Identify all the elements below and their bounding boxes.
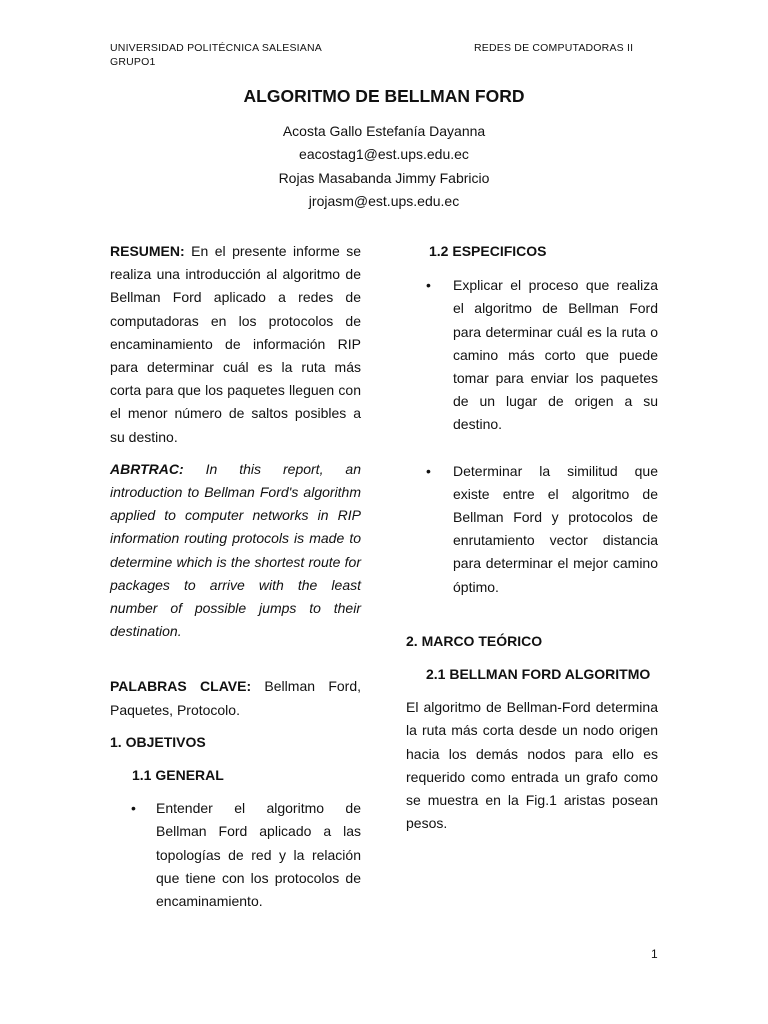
author-name-2: Rojas Masabanda Jimmy Fabricio: [278, 170, 490, 186]
resumen-paragraph: [110, 240, 361, 449]
author-email-2: jrojasm@est.ups.edu.ec: [308, 193, 460, 209]
resumen-text: En el presente informe se realiza una introducción al algoritmo de Bellman Ford aplicado a redes de computadoras en los protocolos de encaminamiento de información RIP para determinar cuál es la ruta más corta para que los paquetes lleguen con el menor número de saltos posibles a su destino.: [110, 243, 361, 445]
author-email-1: eacostag1@est.ups.edu.ec: [299, 146, 469, 162]
resumen-label: RESUMEN:: [110, 243, 185, 259]
paper-title: ALGORITMO DE BELLMAN FORD: [243, 86, 525, 106]
keywords-text: Bellman Ford, Paquetes, Protocolo.: [110, 678, 361, 718]
header-course: REDES DE COMPUTADORAS II: [474, 42, 634, 54]
especificos-heading: 1.2 ESPECIFICOS: [429, 243, 547, 259]
header-institution: UNIVERSIDAD POLITÉCNICA SALESIANA: [110, 42, 322, 54]
left-column: [110, 240, 361, 913]
abstract-label: ABRTRAC:: [110, 460, 184, 477]
abstract-text: In this report, an introduction to Bellman Ford's algorithm applied to computer networks in RIP information routing protocols is made to determine which is the shortest route for packages to arrive with the least number of possible jumps to their destination.: [110, 460, 361, 640]
abstract-paragraph: [110, 458, 361, 644]
especificos-item: • Explicar el proceso que realiza el algoritmo de Bellman Ford para determinar cuál es la ruta o camino más corto que puede tomar para enviar los paquetes de un lugar de origen a su destino.: [406, 274, 658, 436]
keywords-label: PALABRAS CLAVE:: [110, 678, 252, 695]
general-item: • Entender el algoritmo de Bellman Ford aplicado a las topologías de red y la relación que tiene con los protocolos de encaminamiento.: [110, 797, 361, 913]
bellman-ford-heading: 2.1 BELLMAN FORD ALGORITMO: [426, 666, 651, 683]
right-column: [406, 240, 658, 835]
objetivos-heading: 1. OBJETIVOS: [110, 733, 206, 750]
general-list: [110, 797, 361, 913]
author-name-1: Acosta Gallo Estefanía Dayanna: [282, 123, 486, 139]
especificos-item: • Determinar la similitud que existe entre el algoritmo de Bellman Ford y protocolos de enrutamiento vector distancia para determinar el mejor camino óptimo.: [406, 460, 658, 599]
especificos-list: [406, 274, 658, 599]
header-group: GRUPO1: [110, 56, 156, 68]
general-heading: 1.1 GENERAL: [132, 767, 224, 784]
marco-paragraph: El algoritmo de Bellman-Ford determina la ruta más corta desde un nodo origen hacia los demás nodos para ello es requerido como entrada un grafo como se muestra en la Fig.1 aristas posean pesos.: [406, 699, 658, 832]
marco-heading: 2. MARCO TEÓRICO: [406, 632, 543, 649]
page-number: 1: [651, 947, 658, 961]
keywords-paragraph: [110, 675, 361, 721]
